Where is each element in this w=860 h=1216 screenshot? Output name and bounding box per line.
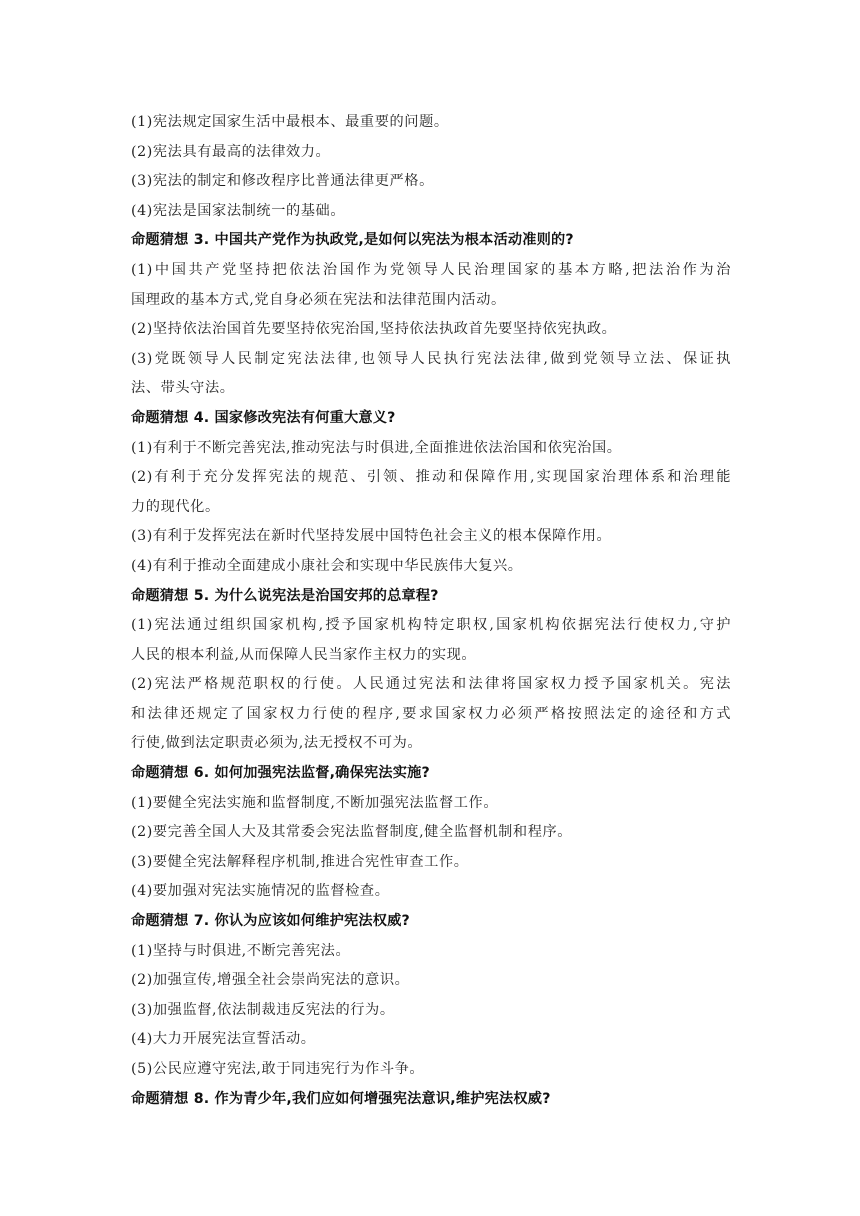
answer-line: (1)要健全宪法实施和监督制度,不断加强宪法监督工作。: [131, 794, 499, 811]
answer-line: (4)要加强对宪法实施情况的监督检查。: [131, 883, 390, 900]
answer-line: (1)有利于不断完善宪法,推动宪法与时俱进,全面推进依法治国和依宪治国。: [131, 439, 622, 456]
question-heading: 命题猜想 3. 中国共产党作为执政党,是如何以宪法为根本活动准则的?: [131, 232, 574, 249]
question-heading: 命题猜想 8. 作为青少年,我们应如何增强宪法意识,维护宪法权威?: [131, 1090, 551, 1107]
answer-line: (2)宪法严格规范职权的行使。人民通过宪法和法律将国家权力授予国家机关。宪法: [131, 676, 731, 693]
answer-line: (3)要健全宪法解释程序机制,推进合宪性审查工作。: [131, 853, 469, 870]
question-heading: 命题猜想 5. 为什么说宪法是治国安邦的总章程?: [131, 587, 439, 604]
question-heading: 命题猜想 6. 如何加强宪法监督,确保宪法实施?: [131, 765, 430, 782]
question-heading: 命题猜想 7. 你认为应该如何维护宪法权威?: [131, 913, 410, 930]
answer-line: (3)有利于发挥宪法在新时代坚持发展中国特色社会主义的根本保障作用。: [131, 528, 612, 545]
answer-line: 力的现代化。: [131, 498, 220, 515]
answer-line: (2)坚持依法治国首先要坚持依宪治国,坚持依法执政首先要坚持依宪执政。: [131, 321, 617, 338]
answer-line: (4)宪法是国家法制统一的基础。: [131, 202, 346, 219]
answer-line: (1)宪法规定国家生活中最根本、最重要的问题。: [131, 114, 449, 130]
answer-line: 人民的根本利益,从而保障人民当家作主权力的实现。: [131, 646, 477, 663]
answer-line: (3)党既领导人民制定宪法法律,也领导人民执行宪法法律,做到党领导立法、保证执: [131, 350, 731, 367]
answer-line: (4)有利于推动全面建成小康社会和实现中华民族伟大复兴。: [131, 557, 523, 574]
answer-line: (4)大力开展宪法宣誓活动。: [131, 1031, 316, 1048]
answer-line: 国理政的基本方式,党自身必须在宪法和法律范围内活动。: [131, 291, 506, 308]
answer-line: (2)加强宣传,增强全社会崇尚宪法的意识。: [131, 972, 410, 989]
answer-line: (2)有利于充分发挥宪法的规范、引领、推动和保障作用,实现国家治理体系和治理能: [131, 469, 731, 486]
answer-line: 行使,做到法定职责必须为,法无授权不可为。: [131, 735, 423, 752]
answer-line: (5)公民应遵守宪法,敢于同违宪行为作斗争。: [131, 1061, 425, 1077]
answer-line: (1)坚持与时俱进,不断完善宪法。: [131, 942, 351, 959]
answer-line: (2)宪法具有最高的法律效力。: [131, 143, 331, 160]
answer-line: 法、带头守法。: [131, 380, 235, 397]
answer-line: (3)加强监督,依法制裁违反宪法的行为。: [131, 1001, 395, 1018]
answer-line: (1)中国共产党坚持把依法治国作为党领导人民治理国家的基本方略,把法治作为治: [131, 261, 731, 278]
answer-line: (1)宪法通过组织国家机构,授予国家机构特定职权,国家机构依据宪法行使权力,守护: [131, 617, 731, 634]
question-heading: 命题猜想 4. 国家修改宪法有何重大意义?: [131, 409, 396, 426]
document-body: [131, 108, 731, 1114]
answer-line: (2)要完善全国人大及其常委会宪法监督制度,健全监督机制和程序。: [131, 824, 573, 841]
answer-line: (3)宪法的制定和修改程序比普通法律更严格。: [131, 173, 434, 190]
answer-line: 和法律还规定了国家权力行使的程序,要求国家权力必须严格按照法定的途径和方式: [131, 705, 731, 722]
